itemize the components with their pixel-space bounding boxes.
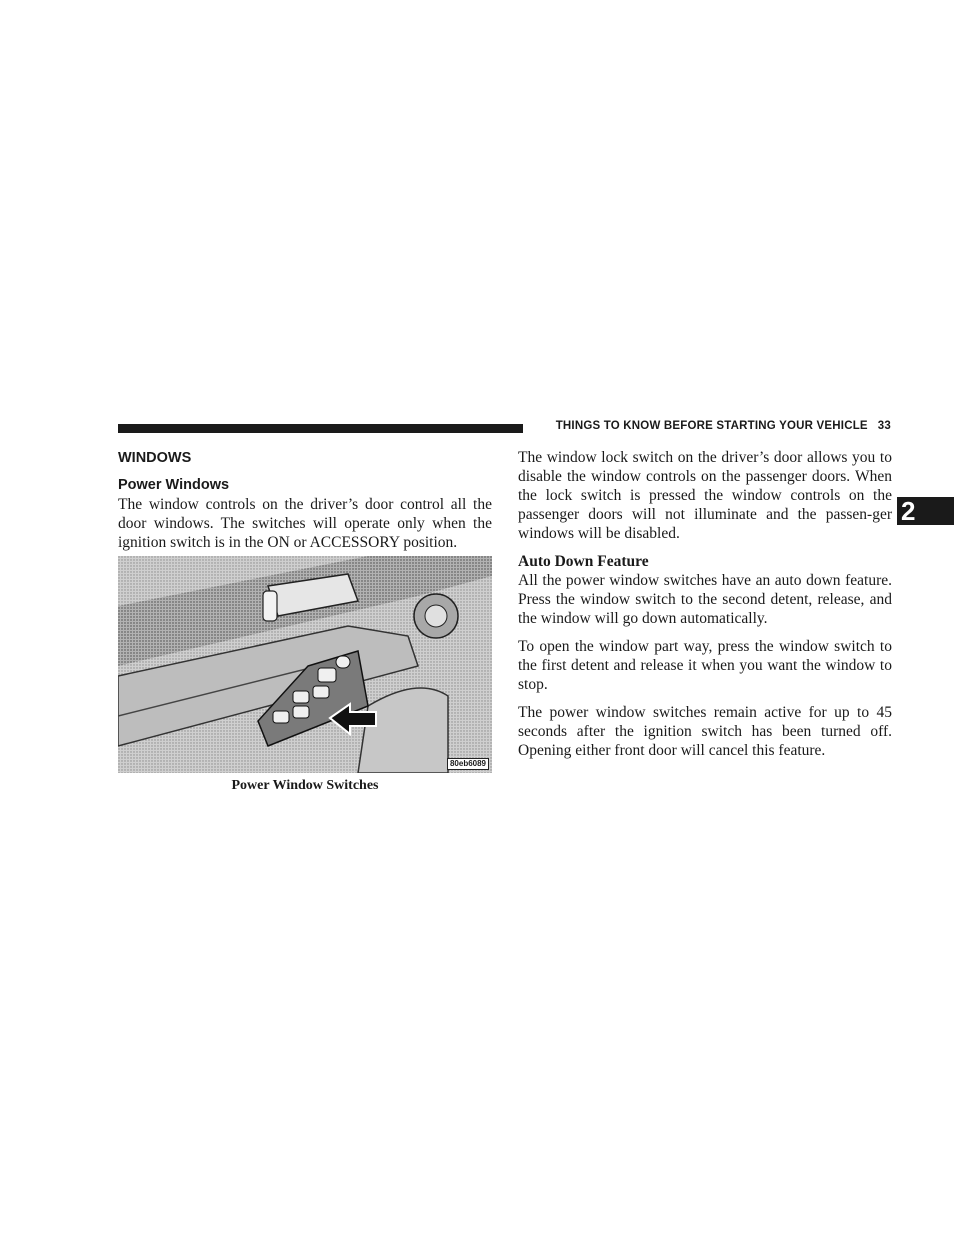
left-column (118, 448, 492, 561)
section-title: WINDOWS (118, 450, 192, 466)
feature-title: Auto Down Feature (518, 553, 649, 570)
header-rule (118, 424, 523, 433)
subsection-title: Power Windows (118, 477, 230, 493)
running-header (533, 420, 891, 432)
door-panel-illustration (118, 556, 492, 773)
figure-caption: Power Window Switches (231, 778, 379, 793)
intro-paragraph: The window controls on the driver’s door control all the door windows. The switches will operate only when the ignition switch is in the ON or ACCESSORY position. (118, 496, 492, 551)
right-column (518, 448, 892, 769)
door-panel-drawing (118, 556, 492, 773)
running-title: THINGS TO KNOW BEFORE STARTING YOUR VEHICLE (555, 420, 868, 432)
lock-switch-paragraph: The window lock switch on the driver’s door allows you to disable the window controls on the passenger doors. When the lock switch is pressed the window controls on the passenger doors will not illuminate and the passen-ger windows will be disabled. (518, 449, 892, 542)
chapter-tab[interactable]: 2 (897, 497, 954, 525)
auto-down-paragraph: All the power window switches have an auto down feature. Press the window switch to the second detent, release, and the window will go down automatically. (518, 572, 892, 627)
figure-code: 80eb6089 (447, 758, 489, 770)
active-time-paragraph: The power window switches remain active for up to 45 seconds after the ignition switch has been turned off. Opening either front door will cancel this feature. (518, 704, 892, 759)
page-number: 33 (877, 420, 891, 432)
part-way-paragraph: To open the window part way, press the window switch to the first detent and release it when you want the window to stop. (518, 638, 892, 693)
